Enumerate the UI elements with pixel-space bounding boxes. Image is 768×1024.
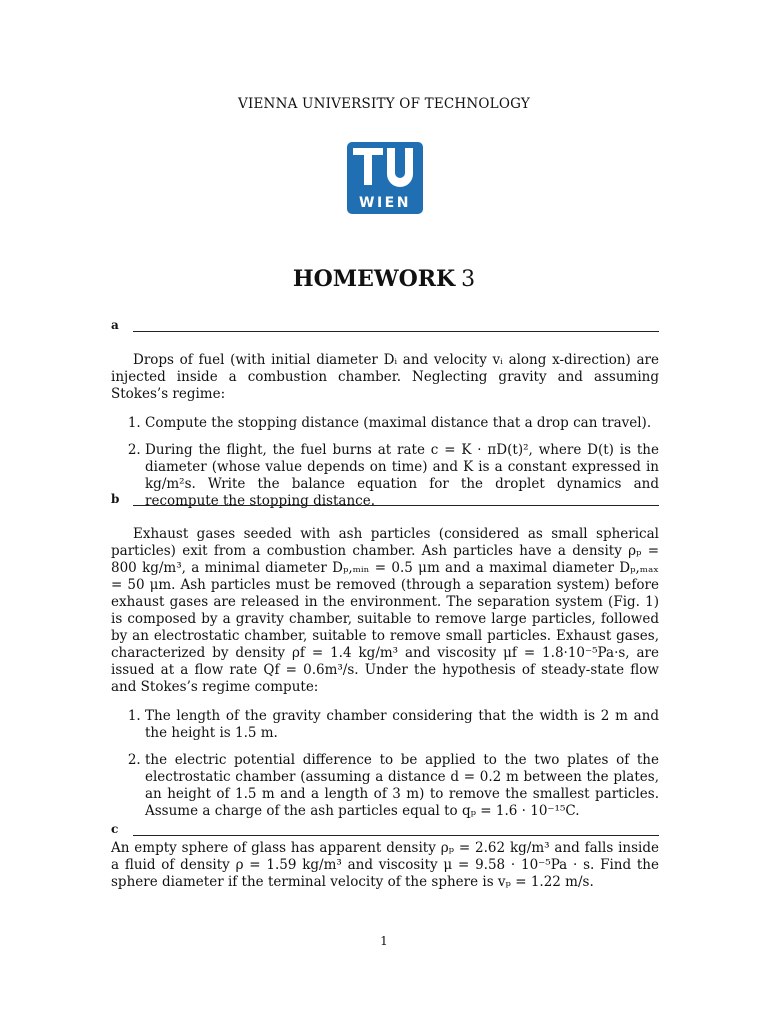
section-c-letter: c [111,822,119,836]
section-a [111,318,659,520]
homework-title-word: HOMEWORK [292,266,456,292]
tu-wien-logo [347,142,423,214]
section-c-rule [133,827,659,836]
section-c-text: An empty sphere of glass has apparent density ρₚ = 2.62 kg/m³ and falls inside a fluid of density ρ = 1.59 kg/m³ and viscosity μ = 9.58 · 10⁻⁵Pa · s. Find the sphere diameter if the terminal velocity of the sphere is vₚ = 1.22 m/s. [111,840,659,890]
section-c-header [111,822,659,836]
section-a-rule [133,323,659,332]
homework-title [0,266,768,292]
page-number: 1 [380,934,388,948]
section-a-item-2: 2. During the flight, the fuel burns at rate c = K · πD(t)², where D(t) is the diameter (whose value depends on time) and K is a constant expressed in kg/m²s. Write the balance equation for the droplet dynamics and recompute the stopping distance. [145,442,659,510]
homework-title-number: 3 [461,267,476,292]
section-b-rule [133,497,659,506]
section-b-item-1: 1. The length of the gravity chamber considering that the width is 2 m and the height is 1.5 m. [145,708,659,742]
section-b-item-2: 2. the electric potential difference to be applied to the two plates of the electrostatic chamber (assuming a distance d = 0.2 m between the plates, an height of 1.5 m and a length of 3 m) to remove the smallest particles. Assume a charge of the ash particles equal to qₚ = 1.6 · 10⁻¹⁵C. [145,752,659,820]
svg-text:WIEN: WIEN [359,195,411,211]
section-a-item-1: 1. Compute the stopping distance (maximal distance that a drop can travel). [145,415,659,432]
section-b-header [111,492,659,506]
university-name: VIENNA UNIVERSITY OF TECHNOLOGY [238,96,530,112]
section-a-header [111,318,659,332]
tu-wien-logo-graphic [347,142,423,214]
section-a-intro: Drops of fuel (with initial diameter Dᵢ and velocity vᵢ along x-direction) are injected inside a combustion chamber. Neglecting gravity and assuming Stokes’s regime: [111,352,659,402]
section-b-letter: b [111,492,120,506]
section-c [111,822,659,891]
section-a-letter: a [111,318,119,332]
section-b-list [111,708,659,820]
section-b-intro: Exhaust gases seeded with ash particles (considered as small spherical particles) exit from a combustion chamber. Ash particles have a density ρₚ = 800 kg/m³, a minimal diameter Dₚ,ₘᵢₙ = 0.5 μm and a maximal diameter Dₚ,ₘₐₓ = 50 μm. Ash particles must be removed (through a separation system) before exhaust gases are released in the environment. The separation system (Fig. 1) is composed by a gravity chamber, suitable to remove large particles, followed by an electrostatic chamber, suitable to remove small particles. Exhaust gases, characterized by density ρf = 1.4 kg/m³ and viscosity μf = 1.8·10⁻⁵Pa·s, are issued at a flow rate Qf = 0.6m³/s. Under the hypothesis of steady-state flow and Stokes’s regime compute: [111,526,659,695]
section-b [111,492,659,830]
